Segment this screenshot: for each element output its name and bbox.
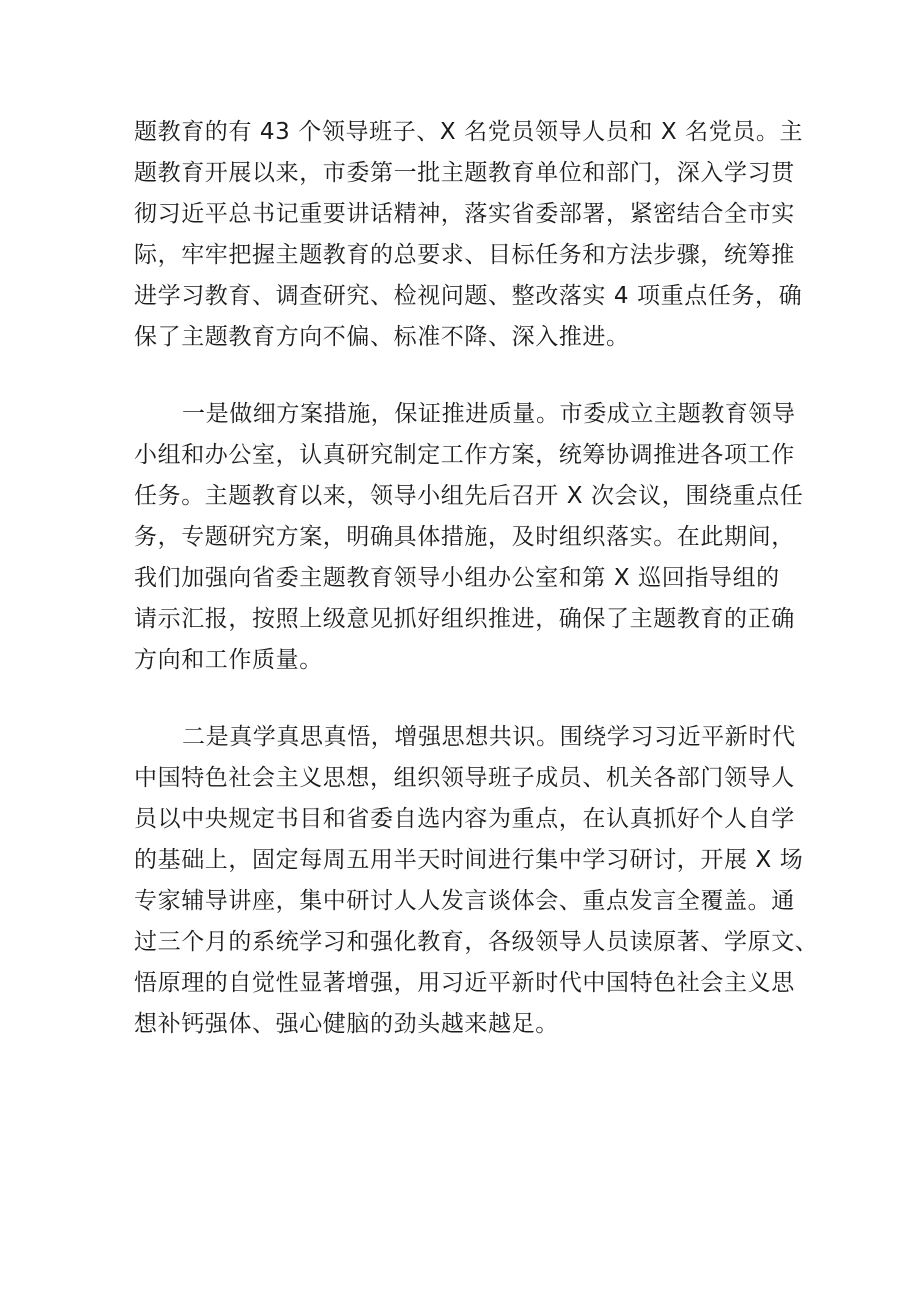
text-line: 小组和办公室，认真研究制定工作方案，统筹协调推进各项工作	[134, 442, 795, 468]
text-line: 想补钙强体、强心健脑的劲头越来越足。	[134, 1011, 559, 1037]
text-line: 际，牢牢把握主题教育的总要求、目标任务和方法步骤，统筹推	[134, 242, 795, 268]
text-line: 一是做细方案措施，保证推进质量。市委成立主题教育领导	[182, 401, 796, 427]
text-line: 请示汇报，按照上级意见抓好组织推进，确保了主题教育的正确	[134, 606, 795, 632]
text-line: 二是真学真思真悟，增强思想共识。围绕学习习近平新时代	[182, 724, 796, 750]
text-line: 务，专题研究方案，明确具体措施，及时组织落实。在此期间，	[134, 524, 795, 550]
paragraph-intro	[134, 112, 804, 358]
text-line: 彻习近平总书记重要讲话精神，落实省委部署，紧密结合全市实	[134, 201, 795, 227]
text-line: 进学习教育、调查研究、检视问题、整改落实 4 项重点任务，确	[134, 283, 803, 309]
text-line: 员以中央规定书目和省委自选内容为重点，在认真抓好个人自学	[134, 806, 795, 832]
text-line: 悟原理的自觉性显著增强，用习近平新时代中国特色社会主义思	[134, 970, 795, 996]
text-line: 方向和工作质量。	[134, 647, 323, 673]
text-line: 的基础上，固定每周五用半天时间进行集中学习研讨，开展 X 场	[134, 847, 804, 873]
text-line: 专家辅导讲座，集中研讨人人发言谈体会、重点发言全覆盖。通	[134, 888, 795, 914]
paragraph-study-thinking	[134, 717, 819, 1045]
text-line: 过三个月的系统学习和强化教育，各级领导人员读原著、学原文、	[134, 929, 819, 955]
text-line: 我们加强向省委主题教育领导小组办公室和第 X 巡回指导组的	[134, 565, 780, 591]
text-line: 题教育的有 43 个领导班子、X 名党员领导人员和 X 名党员。主	[134, 119, 804, 145]
text-line: 任务。主题教育以来，领导小组先后召开 X 次会议，围绕重点任	[134, 483, 804, 509]
text-line: 题教育开展以来，市委第一批主题教育单位和部门，深入学习贯	[134, 160, 795, 186]
text-line: 保了主题教育方向不偏、标准不降、深入推进。	[134, 324, 630, 350]
text-line: 中国特色社会主义思想，组织领导班子成员、机关各部门领导人	[134, 765, 795, 791]
paragraph-plan-measures	[134, 394, 804, 681]
document-body	[134, 112, 819, 1045]
